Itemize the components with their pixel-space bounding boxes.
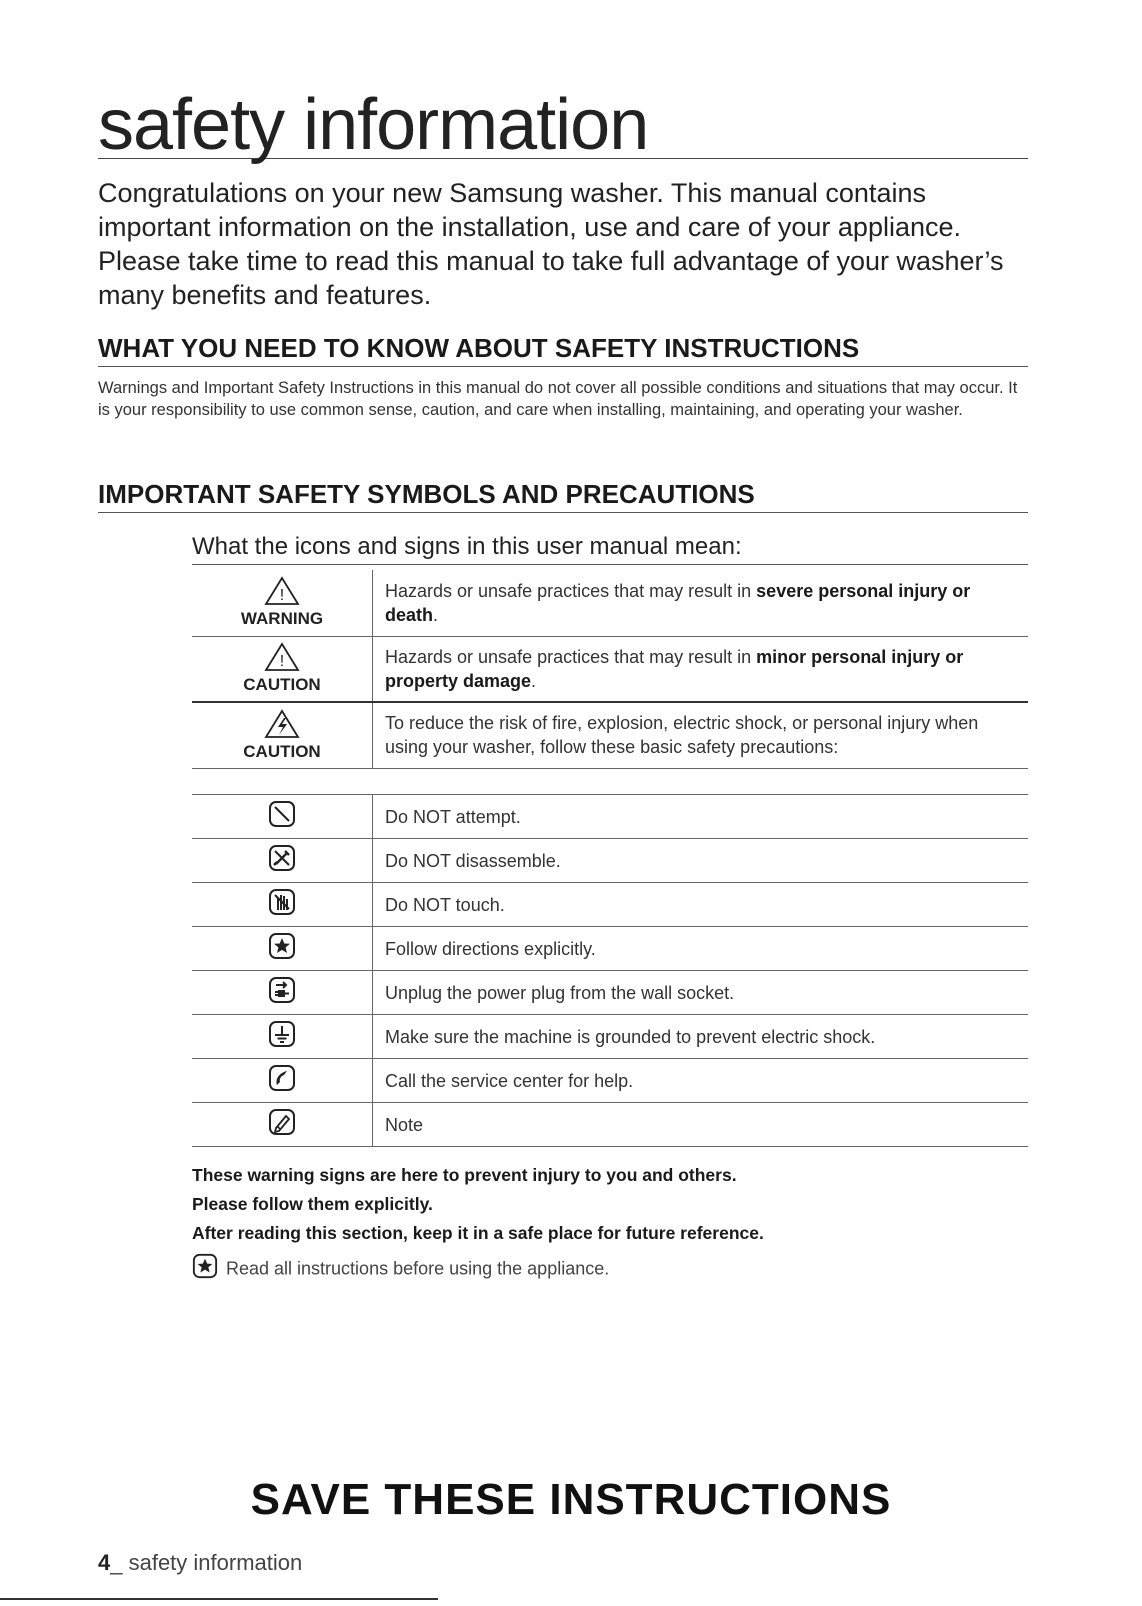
caution-label: CAUTION [243,675,321,695]
symbol-row [192,1015,1028,1059]
unplug-icon [268,991,296,1008]
warning-description-end: . [433,604,439,625]
footer-rule [0,1598,438,1600]
caution-description-emphasis: minor personal injury or property damage [385,646,964,691]
read-all-text: Read all instructions before using the appliance. [226,1258,610,1279]
caution-description-end: . [531,670,537,691]
electric-caution-description: To reduce the risk of fire, explosion, electric shock, or personal injury when using your washer, follow these basic safety precautions: [385,713,979,758]
do-not-attempt-icon [268,815,296,832]
hazard-level-row [192,636,1028,702]
note-line: Please follow them explicitly. [192,1194,433,1214]
follow-directions-icon [268,947,296,964]
symbol-row [192,1103,1028,1147]
svg-text:!: ! [279,653,285,671]
warning-notes [192,1161,1032,1248]
hazard-level-row [192,570,1028,636]
svg-text:!: ! [279,587,285,605]
symbol-row [192,971,1028,1015]
safety-instructions-paragraph: Warnings and Important Safety Instructions in this manual do not cover all possible conditions and situations that may occur. It is your responsibility to use common sense, caution, and care when installing, maintaining, and operating your washer. [98,379,1018,419]
symbol-row [192,839,1028,883]
hazard-level-row [192,702,1028,768]
warning-label: WARNING [240,609,324,629]
caution-description: Hazards or unsafe practices that may result in [385,646,757,667]
hazard-levels-table [192,570,1028,769]
footer-section-name: _ safety information [110,1550,303,1575]
save-instructions-heading: SAVE THESE INSTRUCTIONS [250,1475,892,1524]
symbol-row [192,795,1028,839]
symbol-row [192,1059,1028,1103]
note-line: After reading this section, keep it in a safe place for future reference. [192,1223,764,1243]
symbol-text: Do NOT attempt. [373,795,1029,839]
electric-caution-label: CAUTION [243,741,321,761]
symbol-text: Note [373,1103,1029,1147]
symbols-table [192,794,1028,1147]
electric-caution-triangle-icon [264,726,300,743]
do-not-disassemble-icon [268,859,296,876]
ground-icon [268,1035,296,1052]
page-title: safety information [98,88,1028,159]
page-footer [98,1550,302,1576]
section-heading-safety-instructions: WHAT YOU NEED TO KNOW ABOUT SAFETY INSTRUCTIONS [98,332,1028,367]
call-service-icon [268,1079,296,1096]
symbol-text: Call the service center for help. [373,1059,1029,1103]
read-all-instructions [192,1253,609,1286]
warning-triangle-icon [264,587,300,610]
warning-description-emphasis: severe personal injury or death [385,580,971,625]
symbol-text: Do NOT touch. [373,883,1029,927]
symbol-text: Make sure the machine is grounded to prevent electric shock. [373,1015,1029,1059]
note-icon [268,1123,296,1140]
follow-directions-icon [192,1253,218,1286]
symbols-subheading: What the icons and signs in this user manual mean: [192,532,1028,565]
note-line: These warning signs are here to prevent injury to you and others. [192,1165,737,1185]
section-heading-safety-symbols: IMPORTANT SAFETY SYMBOLS AND PRECAUTIONS [98,478,1028,513]
intro-paragraph: Congratulations on your new Samsung washer. This manual contains important information on the installation, use and care of your appliance. Please take time to read this manual to take full advantage of your washer’s many benefits and features. [98,178,1004,310]
symbol-text: Follow directions explicitly. [373,927,1029,971]
symbol-text: Unplug the power plug from the wall socket. [373,971,1029,1015]
page-number: 4 [98,1550,111,1575]
symbol-row [192,927,1028,971]
caution-triangle-icon [264,653,300,676]
do-not-touch-icon [268,903,296,920]
symbol-row [192,883,1028,927]
symbol-text: Do NOT disassemble. [373,839,1029,883]
warning-description: Hazards or unsafe practices that may result in [385,580,757,601]
